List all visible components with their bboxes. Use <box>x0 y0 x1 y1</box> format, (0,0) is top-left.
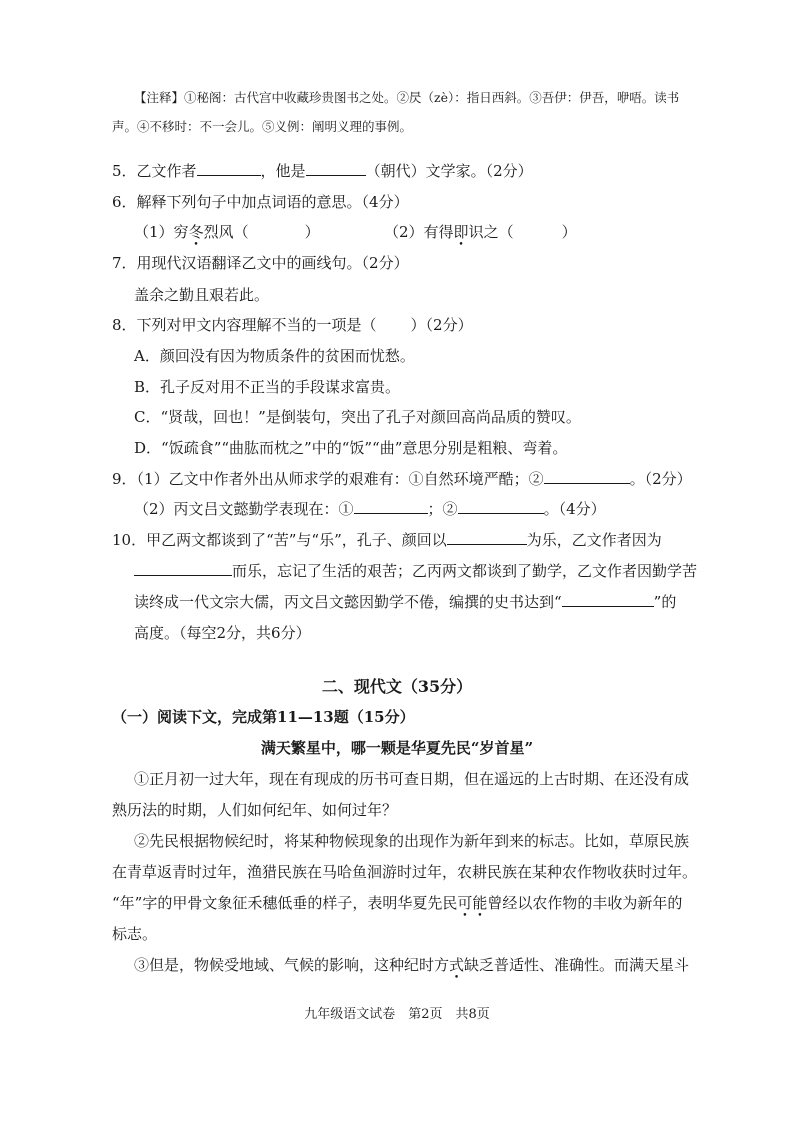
section-title: 二、现代文（35分） <box>321 677 473 696</box>
paragraph-3-line-1: ③但是，物候受地域、气候的影响，这种纪时方式缺乏普适性、准确性。而满天星斗 <box>134 956 690 974</box>
question-9-part-1: 9．（1）乙文中作者外出从师求学的艰难有：①自然环境严酷；② 。（2分） <box>112 470 692 488</box>
paragraph-2-line-4: 标志。 <box>112 925 158 943</box>
option-c: C．“贤哉，回也！”是倒装句，突出了孔子对颜回高尚品质的赞叹。 <box>134 408 581 426</box>
answer-blank[interactable] <box>544 469 630 484</box>
page-footer: 九年级语文试卷 第2页 共8页 <box>304 1007 490 1022</box>
question-10-line-1: 10．甲乙两文都谈到了“苦”与“乐”，孔子、颜回以 为乐，乙文作者因为 <box>112 531 662 549</box>
question-8-stem: 8．下列对甲文内容理解不当的一项是（ ）（2分） <box>112 316 473 334</box>
answer-blank[interactable] <box>134 561 232 576</box>
section-subtitle: （一）阅读下文，完成第11—13题（15分） <box>112 708 415 726</box>
paragraph-2-line-3: “年”字的甲骨文象征禾穗低垂的样子，表明华夏先民可能曾经以农作物的丰收为新年的 <box>112 894 683 912</box>
annotation-line-1: 【注释】①秘阁：古代宫中收藏珍贵图书之处。②昃（zè）：指日西斜。③吾伊：伊吾，咿唔。读书 <box>134 90 680 105</box>
question-9-part-2: （2）丙文吕文懿勤学表现在：① ；② 。（4分） <box>134 500 606 518</box>
option-a: A．颜回没有因为物质条件的贫困而忧愁。 <box>134 347 415 365</box>
article-title: 满天繁星中，哪一颗是华夏先民“岁首星” <box>260 739 534 757</box>
question-10-line-3: 读终成一代文宗大儒，丙文吕文懿因勤学不倦，编撰的史书达到“ ”的 <box>134 593 677 611</box>
annotation-line-2: 声。④不移时：不一会儿。⑤义例：阐明义理的事例。 <box>112 119 413 134</box>
answer-blank[interactable] <box>306 161 366 176</box>
question-6-item-2: （2）有得即识之（ ） <box>384 223 577 241</box>
question-7-sentence: 盖余之勤且艰若此。 <box>134 286 270 304</box>
paragraph-1-line-1: ①正月初一过大年，现在有现成的历书可查日期，但在遥远的上古时期、在还没有成 <box>134 770 690 788</box>
answer-blank[interactable] <box>197 161 261 176</box>
question-5: 5．乙文作者 ，他是 （朝代）文学家。（2分） <box>112 162 533 180</box>
answer-blank[interactable] <box>562 592 654 607</box>
option-b: B．孔子反对用不正当的手段谋求富贵。 <box>134 378 401 396</box>
answer-blank[interactable] <box>447 530 527 545</box>
question-10-line-2: 而乐，忘记了生活的艰苦；乙丙两文都谈到了勤学，乙文作者因勤学苦 <box>134 561 697 581</box>
question-6-stem: 6．解释下列句子中加点词语的意思。（4分） <box>112 193 409 211</box>
paragraph-1-line-2: 熟历法的时期，人们如何纪年、如何过年？ <box>112 801 398 819</box>
option-d: D．“饭疏食”“曲肱而枕之”中的“饭”“曲”意思分别是粗粮、弯着。 <box>134 439 568 457</box>
question-6-item-1: （1）穷冬烈风（ ） <box>134 223 320 241</box>
paragraph-2-line-1: ②先民根据物候纪时，将某种物候现象的出现作为新年到来的标志。比如，草原民族 <box>134 832 690 850</box>
answer-blank[interactable] <box>458 499 544 514</box>
answer-blank[interactable] <box>354 499 428 514</box>
paragraph-2-line-2: 在青草返青时过年，渔猎民族在马哈鱼洄游时过年，农耕民族在某种农作物收获时过年。 <box>112 863 698 881</box>
question-10-line-4: 高度。（每空2分，共6分） <box>134 624 311 642</box>
question-7-stem: 7．用现代汉语翻译乙文中的画线句。（2分） <box>112 254 409 272</box>
